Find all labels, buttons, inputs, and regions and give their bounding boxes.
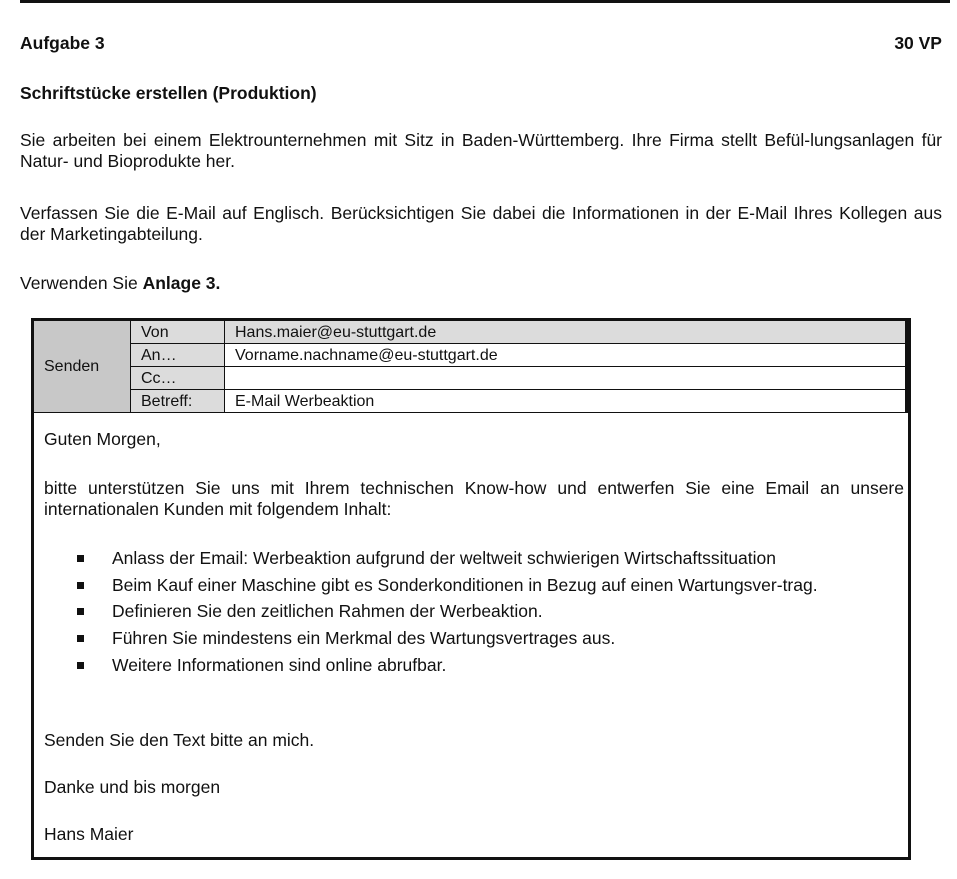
bullet-square-icon <box>77 662 84 669</box>
cc-label[interactable]: Cc… <box>131 367 225 390</box>
bullet-text: Anlass der Email: Werbeaktion aufgrund der weltweit schwierigen Wirtschaftssituation <box>112 548 777 568</box>
list-item <box>44 545 906 572</box>
email-signature: Hans Maier <box>44 824 134 844</box>
paragraph-instruction: Verfassen Sie die E-Mail auf Englisch. Berücksichtigen Sie dabei die Informationen in der E-Mail Ihres Kollegen aus der Marketingabteilung. <box>20 203 942 244</box>
bullet-text: Führen Sie mindestens ein Merkmal des Wartungsvertrages aus. <box>112 628 616 648</box>
to-field[interactable]: Vorname.nachname@eu-stuttgart.de <box>225 344 907 367</box>
cc-field[interactable] <box>225 367 907 390</box>
to-label[interactable]: An… <box>131 344 225 367</box>
email-intro: bitte unterstützen Sie uns mit Ihrem technischen Know-how und entwerfen Sie eine Email an unsere internationalen Kunden mit folgendem Inhalt: <box>44 478 904 519</box>
email-greeting: Guten Morgen, <box>44 429 161 449</box>
email-header-table <box>34 321 908 413</box>
list-item <box>44 652 906 679</box>
send-button[interactable]: Senden <box>34 321 131 413</box>
bullet-text: Weitere Informationen sind online abrufbar. <box>112 655 447 675</box>
subject-label: Betreff: <box>131 390 225 413</box>
bullet-text: Definieren Sie den zeitlichen Rahmen der Werbeaktion. <box>112 601 543 621</box>
task-title: Aufgabe 3 <box>20 33 105 53</box>
bullet-text: Beim Kauf einer Maschine gibt es Sonderkonditionen in Bezug auf einen Wartungsver-trag. <box>112 575 818 595</box>
email-closing-thanks: Danke und bis morgen <box>44 777 221 797</box>
bullet-square-icon <box>77 582 84 589</box>
bullet-square-icon <box>77 608 84 615</box>
task-points: 30 VP <box>894 33 942 53</box>
list-item <box>44 598 906 625</box>
bullet-square-icon <box>77 555 84 562</box>
paragraph-attachment <box>20 273 942 294</box>
attachment-prefix: Verwenden Sie <box>20 273 143 293</box>
email-bullet-list <box>44 545 906 679</box>
top-rule <box>20 0 950 3</box>
paragraph-context: Sie arbeiten bei einem Elektrounternehmen mit Sitz in Baden-Württemberg. Ihre Firma stellt Befül-lungsanlagen für Natur- und Bioprodukte her. <box>20 130 942 171</box>
section-title: Schriftstücke erstellen (Produktion) <box>20 83 317 103</box>
bullet-square-icon <box>77 635 84 642</box>
task-header <box>20 33 942 55</box>
email-box <box>31 318 911 860</box>
list-item <box>44 625 906 652</box>
from-label: Von <box>131 321 225 344</box>
email-closing-request: Senden Sie den Text bitte an mich. <box>44 730 315 750</box>
list-item <box>44 572 906 598</box>
attachment-reference: Anlage 3. <box>142 273 221 293</box>
subject-field[interactable]: E-Mail Werbeaktion <box>225 390 907 413</box>
from-field[interactable]: Hans.maier@eu-stuttgart.de <box>225 321 907 344</box>
